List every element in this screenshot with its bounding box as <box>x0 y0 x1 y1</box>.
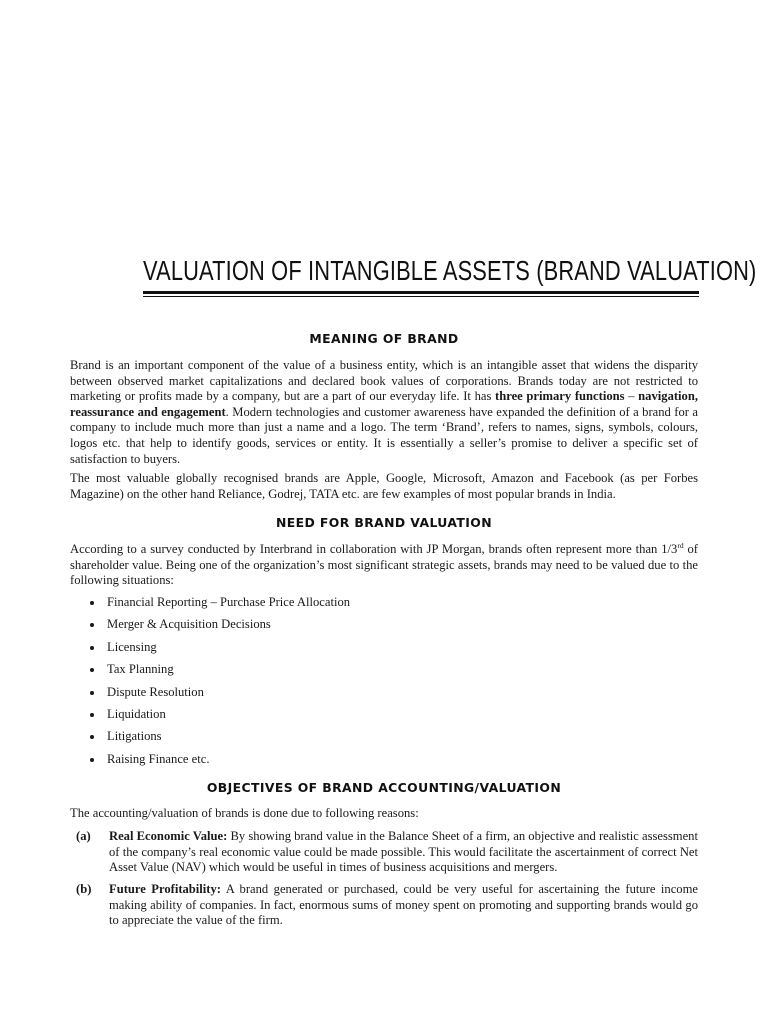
bold-text: three primary functions <box>495 389 625 404</box>
bullet-icon <box>90 691 94 695</box>
list-item-text: Litigations <box>107 729 162 744</box>
bullet-icon <box>90 646 94 650</box>
situations-list <box>88 595 688 774</box>
title-underline-thin <box>143 296 699 297</box>
text: According to a survey conducted by Interbrand in collaboration with JP Morgan, brands often represent more than 1/3 <box>70 542 678 556</box>
heading-objectives: OBJECTIVES OF BRAND ACCOUNTING/VALUATION <box>206 780 562 795</box>
list-item-text: Merger & Acquisition Decisions <box>107 617 271 632</box>
title-underline-thick <box>143 291 699 294</box>
list-item <box>88 752 688 774</box>
list-item-text: Tax Planning <box>107 662 174 677</box>
objective-marker: (b) <box>76 882 92 896</box>
paragraph-objectives-intro: The accounting/valuation of brands is done due to following reasons: <box>70 806 419 820</box>
heading-need-for-brand-valuation: NEED FOR BRAND VALUATION <box>276 515 492 530</box>
list-item <box>88 617 688 639</box>
list-item <box>88 729 688 751</box>
objective-title: Real Economic Value: <box>109 829 228 843</box>
text: – <box>624 389 639 404</box>
objective-text: A brand generated or purchased, could be very useful for ascertaining the future income making ability of companies. In fact, enormous sums of money spent on promoting and supporting brands would go to appreciate the value of the firm. <box>109 882 698 928</box>
bold-text: navigation, reassurance and engagement <box>70 389 699 419</box>
objective-body <box>109 882 698 929</box>
paragraph-meaning-1 <box>70 358 698 467</box>
superscript: rd <box>677 541 684 550</box>
bullet-icon <box>90 623 94 627</box>
paragraph-need-1 <box>70 542 698 589</box>
list-item <box>88 707 688 729</box>
paragraph-meaning-2: The most valuable globally recognised brands are Apple, Google, Microsoft, Amazon and Facebook (as per Forbes Magazine) on the other hand Reliance, Godrej, TATA etc. are few examples of most popular brands in India. <box>70 471 698 501</box>
objective-title: Future Profitability: <box>109 882 221 896</box>
bullet-icon <box>90 601 94 605</box>
chapter-title: VALUATION OF INTANGIBLE ASSETS (BRAND VALUATION) <box>143 255 757 286</box>
bullet-icon <box>90 713 94 717</box>
list-item-text: Raising Finance etc. <box>107 751 210 766</box>
list-item-text: Dispute Resolution <box>107 684 204 699</box>
list-item <box>88 595 688 617</box>
heading-meaning-of-brand: MEANING OF BRAND <box>309 331 459 346</box>
bullet-icon <box>90 668 94 672</box>
text: . Modern technologies and customer awareness have expanded the definition of a brand for a company to include much more than just a name and a logo. The term ‘Brand’, refers to names, signs, symbols, colours, logos etc. that help to identify goods, services or entity. It is essentially a seller’s promise to deliver a specific set of satisfaction to buyers. <box>70 404 698 466</box>
list-item <box>88 685 688 707</box>
objective-item-b <box>76 882 698 929</box>
list-item <box>88 640 688 662</box>
bullet-icon <box>90 735 94 739</box>
text: Brand is an important component of the value of a business entity, which is an intangible asset that widens the disparity between observed market capitalizations and declared book values of corporations. Brands today are not restricted to marketing or profits made by a company, but are a part of our everyday life. It has <box>70 358 698 404</box>
list-item-text: Financial Reporting – Purchase Price Allocation <box>107 595 351 609</box>
objective-text: By showing brand value in the Balance Sheet of a firm, an objective and realistic assessment of the company’s real economic value could be made possible. This would facilitate the ascertainment of correct Net Asset Value (NAV) which would be useful in times of business acquisitions and mergers. <box>109 829 698 875</box>
objective-body <box>109 829 698 876</box>
bullet-icon <box>90 758 94 762</box>
objective-marker: (a) <box>76 829 91 843</box>
objective-item-a <box>76 829 698 876</box>
list-item-text: Licensing <box>107 639 157 654</box>
text: of shareholder value. Being one of the organization’s most significant strategic assets, brands may need to be valued due to the following situations: <box>70 542 699 588</box>
list-item <box>88 662 688 684</box>
list-item-text: Liquidation <box>107 706 166 721</box>
